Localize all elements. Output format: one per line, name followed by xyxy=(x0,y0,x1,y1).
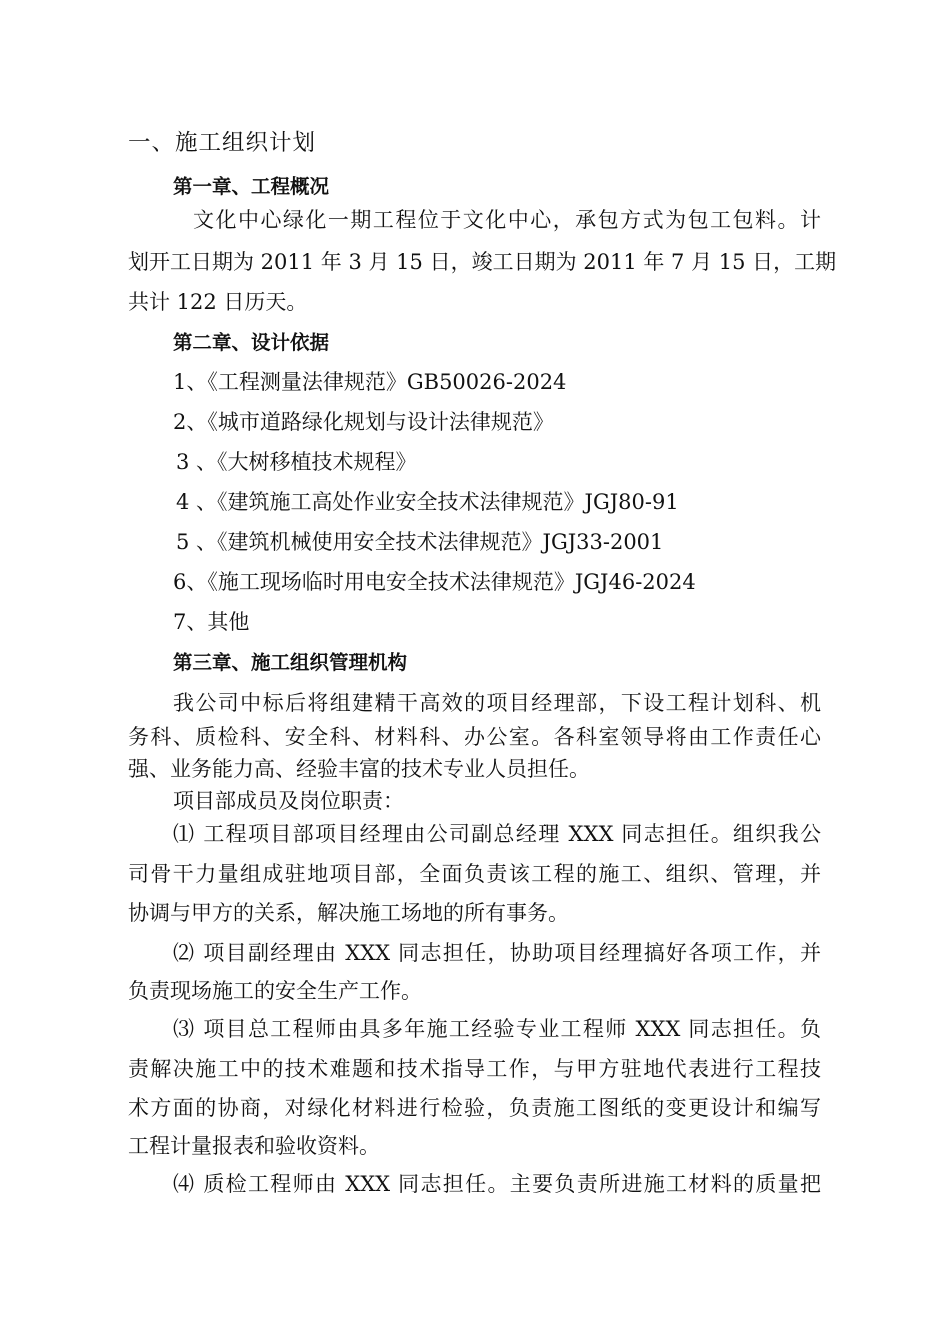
reference-item: 3 、《大树移植技术规程》 xyxy=(176,450,417,474)
duty-paragraph-line: 负责现场施工的安全生产工作。 xyxy=(128,979,422,1003)
reference-item: 4 、《建筑施工高处作业安全技术法律规范》JGJ80-91 xyxy=(176,490,679,514)
chapter-3-heading: 第三章、施工组织管理机构 xyxy=(173,651,408,674)
chapter-3-intro-line: 我公司中标后将组建精干高效的项目经理部，下设工程计划科、机 xyxy=(173,691,821,715)
chapter-1-line: 划开工日期为 2011 年 3 月 15 日，竣工日期为 2011 年 7 月 15 日，工期 xyxy=(128,250,837,274)
duty-paragraph-line: 术方面的协商，对绿化材料进行检验，负责施工图纸的变更设计和编写 xyxy=(128,1096,821,1120)
duty-paragraph-line: 责解决施工中的技术难题和技术指导工作，与甲方驻地代表进行工程技 xyxy=(128,1057,821,1081)
chapter-1-heading: 第一章、工程概况 xyxy=(173,175,330,198)
duty-paragraph-line: 工程计量报表和验收资料。 xyxy=(128,1134,380,1158)
reference-item: 6、《施工现场临时用电安全技术法律规范》JGJ46-2024 xyxy=(173,570,696,594)
duty-paragraph-line: ⑵ 项目副经理由 XXX 同志担任，协助项目经理搞好各项工作，并 xyxy=(173,941,821,965)
duty-paragraph-line: 协调与甲方的关系，解决施工场地的所有事务。 xyxy=(128,901,569,925)
chapter-3-intro-line: 强、业务能力高、经验丰富的技术专业人员担任。 xyxy=(128,757,590,781)
duty-paragraph-line: ⑴ 工程项目部项目经理由公司副总经理 XXX 同志担任。组织我公 xyxy=(173,822,821,846)
duty-paragraph-line: 司骨干力量组成驻地项目部，全面负责该工程的施工、组织、管理，并 xyxy=(128,862,821,886)
chapter-3-intro-line: 务科、质检科、安全科、材料科、办公室。各科室领导将由工作责任心 xyxy=(128,725,821,749)
duty-paragraph-line: ⑶ 项目总工程师由具多年施工经验专业工程师 XXX 同志担任。负 xyxy=(173,1017,821,1041)
members-title: 项目部成员及岗位职责： xyxy=(173,789,404,813)
section-title: 一、施工组织计划 xyxy=(128,130,317,156)
reference-item: 5 、《建筑机械使用安全技术法律规范》JGJ33-2001 xyxy=(176,530,664,554)
reference-item: 1、《工程测量法律规范》GB50026-2024 xyxy=(173,370,567,394)
chapter-1-line: 共计 122 日历天。 xyxy=(128,290,308,314)
reference-item: 7、其他 xyxy=(173,610,250,634)
reference-item: 2、《城市道路绿化规划与设计法律规范》 xyxy=(173,410,554,434)
chapter-2-heading: 第二章、设计依据 xyxy=(173,331,330,354)
chapter-1-line: 文化中心绿化一期工程位于文化中心，承包方式为包工包料。计 xyxy=(193,208,821,232)
duty-paragraph-line: ⑷ 质检工程师由 XXX 同志担任。主要负责所进施工材料的质量把 xyxy=(173,1172,821,1196)
